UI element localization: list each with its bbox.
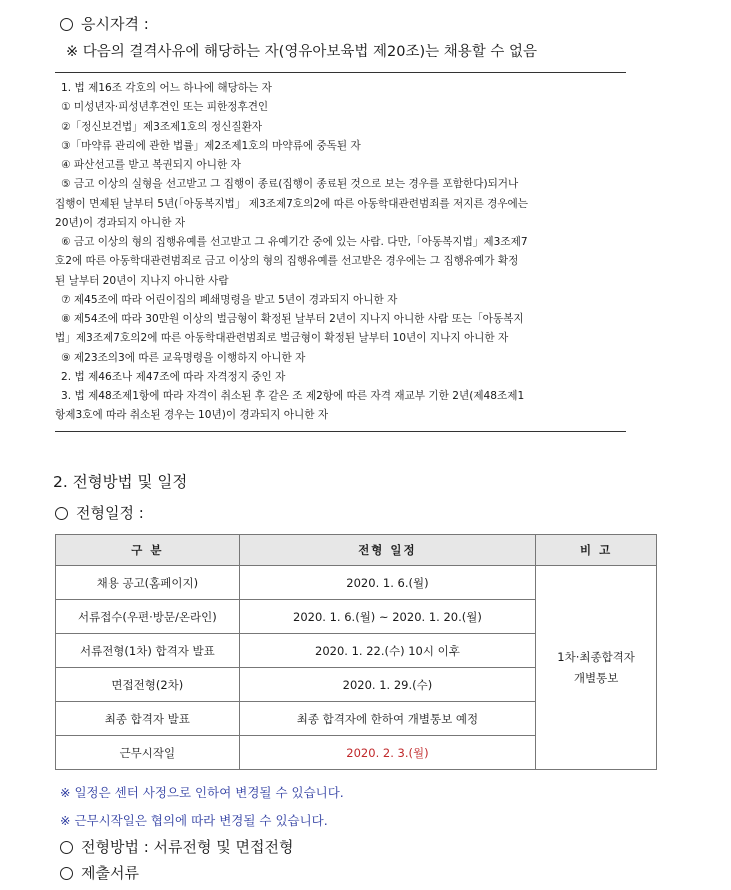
disqualification-note: ※ 다음의 결격사유에 해당하는 자(영유아보육법 제20조)는 채용할 수 없음 xyxy=(66,44,537,60)
section-title: 2. 전형방법 및 일정 xyxy=(53,473,188,491)
remark-cell: 1차·최종합격자 개별통보 xyxy=(536,566,657,770)
row-label: 최종 합격자 발표 xyxy=(56,702,240,736)
row-label: 서류접수(우편·방문/온라인) xyxy=(56,600,240,634)
list-item: 법」제3조제7호의2에 따른 아동학대관련범죄로 벌금형이 확정된 날부터 10년이 지나지 아니한 자 xyxy=(55,332,509,345)
row-label: 근무시작일 xyxy=(56,736,240,770)
row-date: 2020. 1. 6.(월) xyxy=(239,566,536,600)
list-item: 20년)이 경과되지 아니한 자 xyxy=(55,216,186,229)
schedule-table xyxy=(55,534,657,770)
list-item: 1. 법 제16조 각호의 어느 하나에 해당하는 자 xyxy=(61,82,272,94)
list-item: 호2에 따른 아동학대관련범죄로 금고 이상의 형의 집행유예를 선고받은 경우에는 그 집행유예가 확정 xyxy=(55,255,519,268)
row-label: 서류전형(1차) 합격자 발표 xyxy=(56,634,240,668)
row-date: 2020. 1. 22.(수) 10시 이후 xyxy=(239,634,536,668)
list-item: 3. 법 제48조제1항에 따라 자격이 취소된 후 같은 조 제2항에 따른 자격 재교부 기한 2년(제48조제1 xyxy=(61,390,525,402)
column-header: 비 고 xyxy=(536,535,657,566)
divider-bottom xyxy=(55,431,626,432)
circle-bullet-icon xyxy=(60,18,73,31)
schedule-heading: 전형일정 : xyxy=(55,502,144,523)
list-item: 된 날부터 20년이 지나지 아니한 사람 xyxy=(55,274,229,287)
list-item: 2. 법 제46조나 제47조에 따라 자격정지 중인 자 xyxy=(61,370,286,383)
list-item: ⑧ 제54조에 따라 30만원 이상의 벌금형이 확정된 날부터 2년이 지나지 아니한 사람 또는「아동복지 xyxy=(61,313,524,325)
qualification-heading: 응시자격 : xyxy=(60,13,149,34)
list-item: ③「마약류 관리에 관한 법률」제2조제1호의 마약류에 중독된 자 xyxy=(61,139,361,152)
row-label: 면접전형(2차) xyxy=(56,668,240,702)
start-date-note: ※ 근무시작일은 협의에 따라 변경될 수 있습니다. xyxy=(60,813,328,828)
list-item: ②「정신보건법」제3조제1호의 정신질환자 xyxy=(61,120,263,133)
list-item: 집행이 면제된 날부터 5년(「아동복지법」 제3조제7호의2에 따른 아동학대관련범죄를 저지른 경우에는 xyxy=(55,197,529,210)
circle-bullet-icon xyxy=(55,507,68,520)
row-date: 최종 합격자에 한하여 개별통보 예정 xyxy=(239,702,536,736)
list-item: ④ 파산선고를 받고 복권되지 아니한 자 xyxy=(61,159,241,171)
list-item: ⑥ 금고 이상의 형의 집행유예를 선고받고 그 유예기간 중에 있는 사람. 다만,「아동복지법」제3조제7 xyxy=(61,236,528,248)
circle-bullet-icon xyxy=(60,867,73,880)
list-item: ⑤ 금고 이상의 실형을 선고받고 그 집행이 종료(집행이 종료된 것으로 보는 경우를 포함한다)되거나 xyxy=(61,178,519,191)
divider-top xyxy=(55,72,626,73)
documents-line: 제출서류 xyxy=(60,862,139,883)
disqualification-list xyxy=(55,79,626,426)
start-date: 2020. 2. 3.(월) xyxy=(239,736,536,770)
list-item: ⑦ 제45조에 따라 어린이집의 폐쇄명령을 받고 5년이 경과되지 아니한 자 xyxy=(61,293,398,306)
circle-bullet-icon xyxy=(60,841,73,854)
schedule-note: ※ 일정은 센터 사정으로 인하여 변경될 수 있습니다. xyxy=(60,785,344,800)
table-row xyxy=(56,566,657,600)
table-header-row xyxy=(56,535,657,566)
method-line: 전형방법 : 서류전형 및 면접전형 xyxy=(60,836,294,857)
column-header: 전형 일정 xyxy=(239,535,536,566)
row-date: 2020. 1. 29.(수) xyxy=(239,668,536,702)
list-item: 항제3호에 따라 취소된 경우는 10년)이 경과되지 아니한 자 xyxy=(55,409,329,422)
list-item: ⑨ 제23조의3에 따른 교육명령을 이행하지 아니한 자 xyxy=(61,351,306,364)
column-header: 구 분 xyxy=(56,535,240,566)
row-label: 채용 공고(홈페이지) xyxy=(56,566,240,600)
row-date: 2020. 1. 6.(월) ~ 2020. 1. 20.(월) xyxy=(239,600,536,634)
list-item: ① 미성년자·피성년후견인 또는 피한정후견인 xyxy=(61,101,269,114)
